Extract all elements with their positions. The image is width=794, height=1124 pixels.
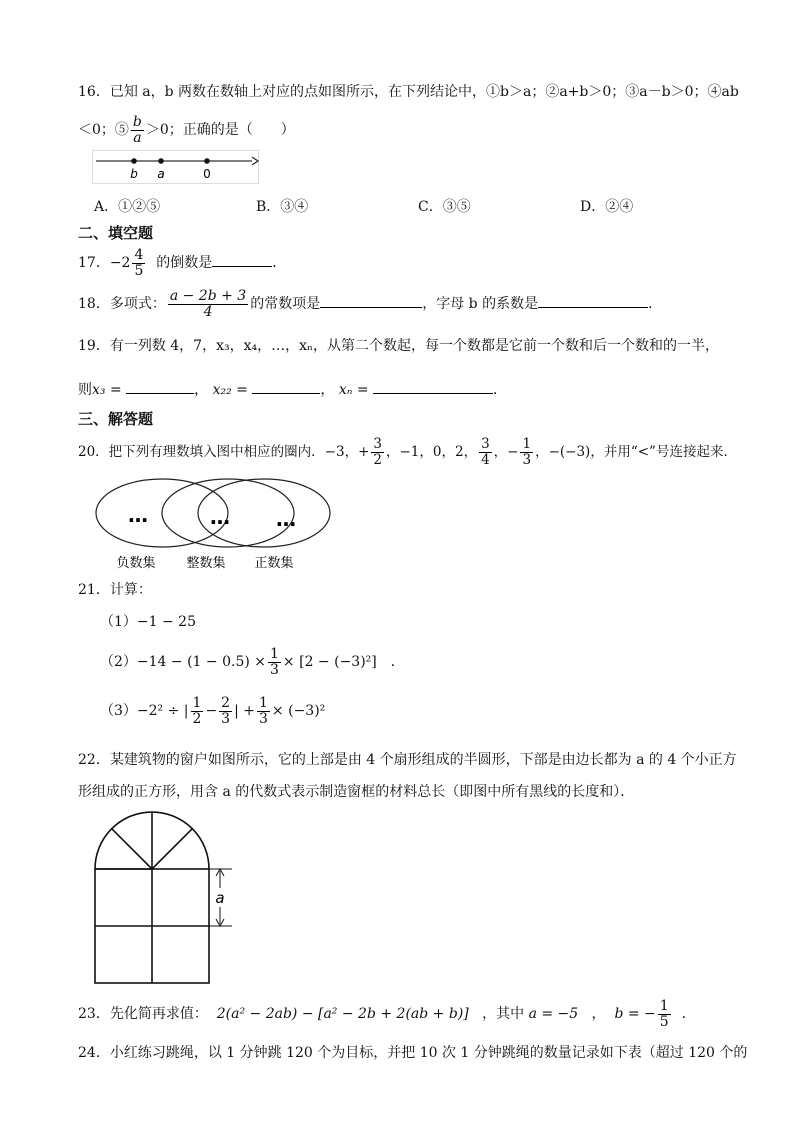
q19-x22-blank[interactable]: [252, 379, 320, 394]
q19-line2: 则x₃ = ， x₂₂ = ， xₙ = ．: [78, 379, 507, 400]
figure-border: [93, 151, 259, 184]
q22-line2: 形组成的正方形，用含 a 的代数式表示制造窗框的材料总长（即图中所有黑线的长度和）．: [78, 784, 635, 800]
label-a: a: [157, 167, 165, 181]
dimension-label-a: a: [215, 889, 225, 907]
q16-line2: ＜0；⑤ $\frac{b}{a}$ ＞0；正确的是（ ）: [78, 113, 295, 146]
q21-p3-frac2: $\frac{2}{3}$: [221, 694, 231, 727]
point-a: [158, 158, 164, 164]
q19-xn-blank[interactable]: [373, 379, 493, 394]
q21-title: 21．计算：: [78, 582, 152, 598]
label-zero: 0: [203, 167, 211, 181]
point-b: [131, 158, 137, 164]
q18-coefficient-blank[interactable]: [538, 293, 648, 308]
q19-line1: 19．有一列数 4，7，x₃，x₄，…，xₙ，从第二个数起，每一个数都是它前一个数和后一个数和的一半，: [78, 338, 720, 354]
q23: 23．先化简再求值： 2(a² − 2ab) − [a² − 2b + 2(ab + b)] ，其中 a = −5 ， b = − $\frac{1}{5}$ ．: [78, 997, 696, 1030]
q16-option-d: D．②④: [580, 199, 634, 215]
q18: 18．多项式： $\frac{a - 2b + 3}{4}$ 的常数项是 ，字母 b 的系数是 ．: [78, 287, 663, 320]
q16-fraction: $\frac{b}{a}$: [132, 113, 142, 146]
negative-set-dots: …: [128, 503, 148, 527]
negative-set-label: 负数集: [116, 556, 156, 571]
window-frame-figure: [90, 808, 240, 988]
q18-constant-blank[interactable]: [320, 293, 422, 308]
q16-line1: 16．已知 a，b 两数在数轴上对应的点如图所示，在下列结论中，①b＞a；②a+b＞0；③a－b＞0；④ab: [78, 84, 739, 100]
q21-part3: （3）−2² ÷ | $\frac{1}{2}$ − $\frac{2}{3}$ | + $\frac{1}{3}$ × (−3)²: [100, 694, 326, 727]
q20-frac-1-3: $\frac{1}{3}$: [522, 436, 532, 468]
positive-set-label: 正数集: [254, 556, 294, 571]
q17: 17．−2 $\frac{4}{5}$ 的倒数是 ．: [78, 246, 287, 279]
section-solve-title: 三、解答题: [78, 410, 154, 428]
q16-option-c: C．③⑤: [418, 199, 471, 215]
q21-p2-fraction: $\frac{1}{3}$: [270, 645, 279, 678]
point-zero: [204, 158, 210, 164]
label-b: b: [130, 167, 138, 181]
integer-set-dots: …: [210, 505, 230, 529]
q23-b-fraction: $\frac{1}{5}$: [659, 997, 669, 1030]
integer-set-label: 整数集: [186, 556, 226, 571]
q20: 20．把下列有理数填入图中相应的圈内．−3，+ $\frac{3}{2}$ ，−1，0，2， $\frac{3}{4}$ ，− $\frac{1}{3}$ ，−(−3)，并用“<”号连接起来．: [78, 436, 737, 468]
q17-fraction: $\frac{4}{5}$: [134, 246, 144, 279]
positive-set-dots: …: [276, 507, 296, 531]
q21-part1: （1）−1 − 25: [100, 614, 196, 630]
q16-option-b: B．③④: [256, 199, 309, 215]
q21-p3-frac1: $\frac{1}{2}$: [192, 694, 202, 727]
q20-frac-3-2: $\frac{3}{2}$: [373, 436, 382, 468]
q22-line1: 22．某建筑物的窗户如图所示，它的上部是由 4 个扇形组成的半圆形，下部是由边长都为 a 的 4 个小正方: [78, 752, 737, 768]
venn-diagram: [92, 476, 338, 572]
q17-answer-blank[interactable]: [212, 252, 272, 267]
number-line-figure: [92, 150, 260, 184]
arch-radius-upper-left: [112, 829, 152, 869]
q24-line1: 24．小红练习跳绳，以 1 分钟跳 120 个为目标，并把 10 次 1 分钟跳绳的数量记录如下表（超过 120 个的: [78, 1045, 748, 1061]
section-fill-blank-title: 二、填空题: [78, 224, 154, 242]
q18-fraction: $\frac{a - 2b + 3}{4}$: [169, 287, 247, 320]
q16-option-a: A．①②⑤: [94, 199, 161, 215]
axis-arrow-icon: [252, 157, 258, 165]
q21-part2: （2）−14 − (1 − 0.5) × $\frac{1}{3}$ × [2 − (−3)²] ．: [100, 645, 405, 678]
q21-p3-frac3: $\frac{1}{3}$: [259, 694, 268, 727]
q20-frac-3-4: $\frac{3}{4}$: [481, 436, 490, 468]
q19-x3-blank[interactable]: [126, 379, 194, 394]
arch-radius-upper-right: [152, 829, 192, 869]
